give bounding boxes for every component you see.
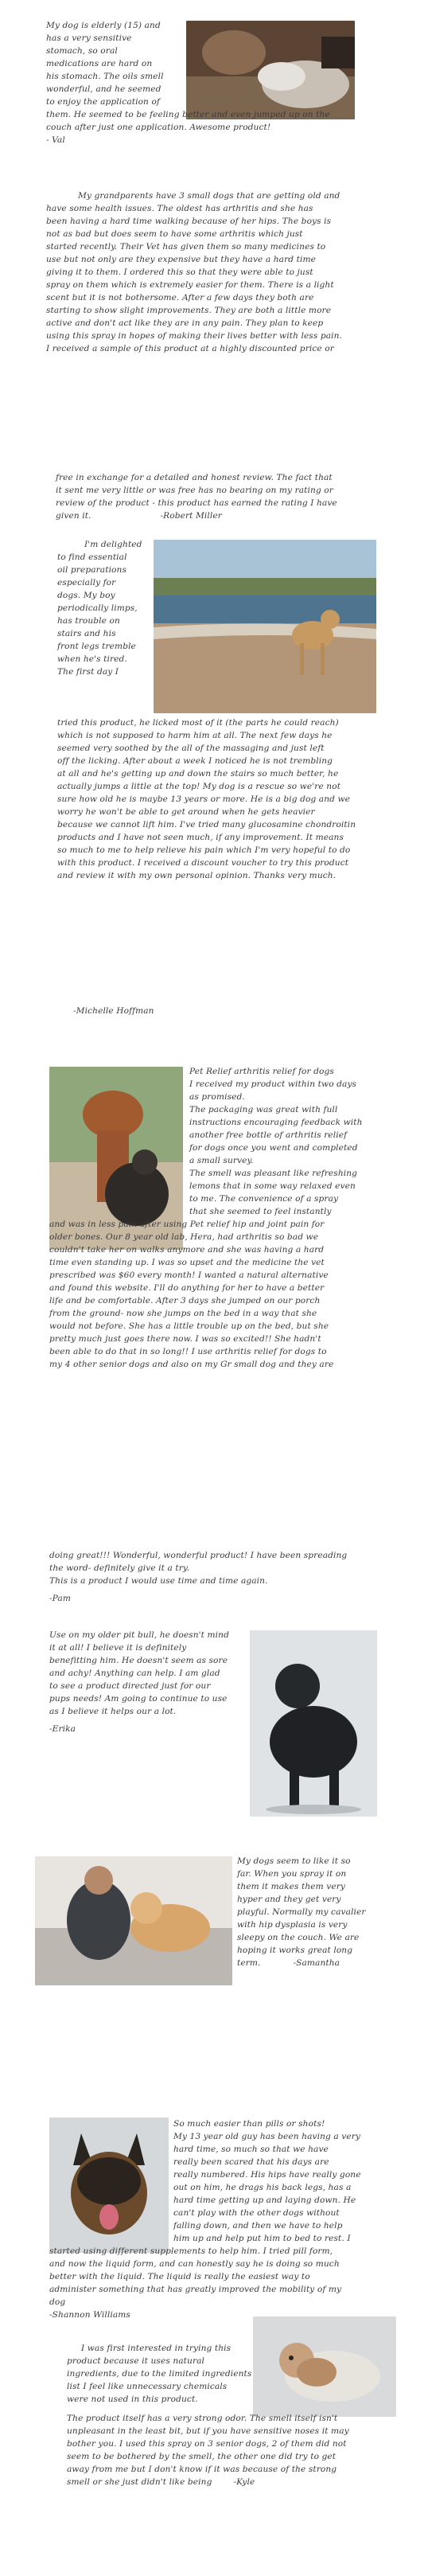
review-1-author: - Val: [46, 135, 65, 145]
review-1-line: them. He seemed to be feeling better and even jumped up on the: [46, 110, 330, 119]
review-8-line: ingredients, due to the limited ingredients: [67, 2369, 252, 2379]
review-2-author: -Robert Miller: [160, 511, 222, 521]
review-4-line: doing great!!! Wonderful, wonderful product! I have been spreading: [49, 1551, 348, 1560]
review-3-line: worry he won't be able to get around when he gets heavier: [57, 807, 315, 817]
review-6-line: far. When you spray it on: [237, 1869, 347, 1879]
review-4-line: a small survey.: [189, 1156, 254, 1165]
review-3-line: oil preparations: [57, 565, 126, 575]
review-5-line: to see a product directed just for our: [49, 1681, 211, 1691]
review-7-text-narrow: [173, 2117, 404, 2245]
review-4-line: instructions encouraging feedback with: [189, 1118, 363, 1127]
review-3-line: and review it with my own personal opinion. Thanks very much.: [57, 871, 337, 880]
review-3-line: actually jumps a little at the top! My dog is a rescue so we're not: [57, 782, 341, 791]
review-3-line: at all and he's getting up and down the stairs so much better, he: [57, 769, 339, 779]
review-3-line: The first day I: [57, 667, 119, 677]
review-3-line: stairs and his: [57, 629, 116, 638]
review-8-line: The product itself has a very strong odor. The smell itself isn't: [67, 2414, 338, 2423]
review-4-line: older bones. Our 8 year old lab, Hera, had arthritis so bad we: [49, 1232, 319, 1242]
review-3-line: sure how old he is maybe 13 years or more. He is a big dog and we: [57, 794, 351, 804]
photo-german-shepherd: [49, 2117, 169, 2253]
review-2-line: scent but it is not bothersome. After a few days they both are: [46, 293, 314, 302]
review-5-line: Use on my older pit bull, he doesn't mind: [49, 1630, 229, 1640]
review-3-line: so much to me to help relieve his pain which I'm very hopeful to do: [57, 845, 351, 855]
review-2-line: active and don't act like they are in any pain. They plan to keep: [46, 318, 324, 328]
review-4-line: Pet Relief arthritis relief for dogs: [189, 1067, 334, 1076]
review-5-line: it at all! I believe it is definitely: [49, 1643, 187, 1653]
review-7-line: hard time getting up and laying down. He: [173, 2195, 356, 2205]
review-5-author: -Erika: [49, 1724, 76, 1734]
review-6-line: hyper and they get very: [237, 1895, 341, 1904]
review-5-text: [49, 1629, 248, 1735]
photo-dog-on-beach: [154, 540, 376, 713]
review-6-author: -Samantha: [293, 1958, 340, 1968]
photo-man-with-dog-on-sofa: [35, 1856, 232, 1985]
review-2-text-cont: [56, 471, 398, 522]
review-6-line: playful. Normally my cavalier: [237, 1907, 366, 1917]
review-4-line: the word- definitely give it a try.: [49, 1563, 190, 1573]
review-6-text: [237, 1855, 396, 1969]
review-7-author: -Shannon Williams: [49, 2310, 130, 2320]
review-1-line: stomach, so oral: [46, 46, 118, 56]
review-4-line: would not before. She has a little trouble up on the bed, but she: [49, 1321, 329, 1331]
review-3-line: to find essential: [57, 552, 127, 562]
review-2-line: review of the product - this product has earned the rating I have: [56, 498, 337, 508]
review-7-line: hard time, so much so that we have: [173, 2145, 329, 2154]
review-3-line: I'm delighted: [84, 540, 142, 549]
review-3-line: off the licking. After about a week I noticed he is not trembling: [57, 756, 333, 766]
review-3-line: seemed very soothed by the all of the massaging and just left: [57, 744, 325, 753]
review-5-line: and achy! Anything can help. I am glad: [49, 1669, 220, 1678]
review-5-line: pups needs! Am going to continue to use: [49, 1694, 228, 1704]
review-4-line: another free bottle of arthritis relief: [189, 1130, 348, 1140]
review-7-line: dog: [49, 2297, 66, 2307]
review-2-line: given it.: [56, 511, 91, 521]
review-6-line: them it makes them very: [237, 1882, 345, 1891]
review-6-line: My dogs seem to like it so: [237, 1856, 351, 1866]
review-7-line: falling down, and then we have to help: [173, 2221, 343, 2231]
review-7-text-wide: [49, 2245, 399, 2321]
review-4-line: my 4 other senior dogs and also on my Gr small dog and they are: [49, 1360, 334, 1369]
review-8-line: I was first interested in trying this: [81, 2344, 232, 2353]
review-2-line: using this spray in hopes of making their lives better with less pain.: [46, 331, 343, 341]
review-7-line: him up and help put him to bed to rest. I: [173, 2234, 351, 2243]
review-7-line: can't play with the other dogs without: [173, 2208, 340, 2218]
review-4-line: time even standing up. I was so upset and the medicine the vet: [49, 1258, 325, 1267]
review-8-text-wide: [67, 2412, 401, 2488]
review-4-text-cont: [49, 1549, 391, 1605]
review-7-line: My 13 year old guy has been having a very: [173, 2132, 360, 2141]
review-7-line: really numbered. His hips have really gone: [173, 2170, 361, 2180]
review-8-line: list I feel like unnecessary chemicals: [67, 2382, 228, 2391]
review-4-line: been able to do that in so long!! I use arthritis relief for dogs to: [49, 1347, 327, 1356]
review-2-line: I received a sample of this product at a highly discounted price or: [46, 344, 334, 353]
review-4-text-wide: [49, 1218, 391, 1371]
review-4-line: that she seemed to feel instantly: [189, 1207, 332, 1216]
review-2-line: giving it to them. I ordered this so that they were able to just: [46, 267, 313, 277]
review-1-line: My dog is elderly (15) and: [46, 21, 161, 30]
review-2-line: use but not only are they expensive but they have a hard time: [46, 255, 316, 264]
review-3-line: front legs tremble: [57, 642, 136, 651]
review-2-line: starting to show slight improvements. They are both a little more: [46, 306, 332, 315]
review-2-line: My grandparents have 3 small dogs that are getting old and: [78, 191, 340, 201]
review-2-line: not as bad but does seem to have some arthritis which just: [46, 229, 303, 239]
review-8-line: away from me but I don't know if it was because of the strong: [67, 2465, 337, 2474]
review-7-line: So much easier than pills or shots!: [173, 2119, 325, 2129]
review-1-line: to enjoy the application of: [46, 97, 160, 107]
review-6-line: sleepy on the couch. We are: [237, 1933, 360, 1942]
review-2-line: spray on them which is extremely easier for them. There is a light: [46, 280, 334, 290]
review-3-line: products and I have not seen much, if any improvement. It means: [57, 833, 344, 842]
review-7-line: really been scared that his days are: [173, 2157, 329, 2167]
review-5-line: as I believe it helps our a lot.: [49, 1707, 177, 1716]
review-4-line: to me. The convenience of a spray: [189, 1194, 339, 1204]
review-3-line: dogs. My boy: [57, 591, 115, 600]
review-4-line: from the ground- now she jumps on the bed in a way that she: [49, 1309, 317, 1318]
review-3-text-wide: [57, 716, 391, 882]
review-6-last-line: [237, 1957, 396, 1969]
review-8-line: product because it uses natural: [67, 2356, 205, 2366]
review-4-line: lemons that in some way relaxed even: [189, 1181, 356, 1191]
review-3-line: has trouble on: [57, 616, 120, 626]
review-3-line: with this product. I received a discount voucher to try this product: [57, 858, 349, 868]
review-6-line: with hip dysplasia is very: [237, 1920, 348, 1930]
review-7-line: better with the liquid. The liquid is really the easiest way to: [49, 2272, 310, 2281]
review-4-line: prescribed was $60 every month! I wanted a natural alternative: [49, 1270, 329, 1280]
review-4-line: pretty much just goes there now. I was so excited!! She hadn't: [49, 1334, 321, 1344]
review-8-last-line: [67, 2476, 401, 2488]
review-5-line: benefitting him. He doesn't seem as sore: [49, 1656, 228, 1665]
review-8-line: unpleasant in the least bit, but if you have sensitive noses it may: [67, 2426, 349, 2436]
review-2-line: been having a hard time walking because of her hips. The boys is: [46, 217, 332, 226]
review-4-line: The smell was pleasant like refreshing: [189, 1169, 358, 1178]
review-3-line: tried this product, he licked most of it (the parts he could reach): [57, 718, 339, 728]
review-1-line: his stomach. The oils smell: [46, 72, 164, 81]
review-4-line: as promised.: [189, 1092, 245, 1102]
review-1-line: medications are hard on: [46, 59, 153, 68]
review-4-line: couldn't take her on walks anymore and she was having a hard: [49, 1245, 325, 1255]
review-2-line: have some health issues. The oldest has arthritis and she has: [46, 204, 313, 213]
review-2-line: free in exchange for a detailed and honest review. The fact that: [56, 473, 333, 482]
review-4-line: and was in less pain after using Pet relief hip and joint pain for: [49, 1220, 325, 1229]
review-4-line: and found this website. I'll do anything for her to have a better: [49, 1283, 325, 1293]
review-8-line: smell or she just didn't like being: [67, 2477, 212, 2487]
review-1-text: [46, 19, 380, 146]
review-6-line: hoping it works great long: [237, 1946, 353, 1955]
review-8-line: were not used in this product.: [67, 2395, 198, 2404]
review-4-text-narrow: [189, 1065, 396, 1218]
review-3-line: when he's tired.: [57, 654, 127, 664]
review-2-last-line: [56, 509, 398, 522]
photo-small-dog-lying: [253, 2316, 396, 2417]
review-4-line: I received my product within two days: [189, 1079, 357, 1089]
review-1-line: couch after just one application. Awesome product!: [46, 123, 271, 132]
review-3-line: because we cannot lift him. I've tried many glucosamine chondroitin: [57, 820, 356, 829]
review-8-line: bother you. I used this spray on 3 senior dogs, 2 of them did not: [67, 2439, 347, 2449]
review-4-author: -Pam: [49, 1594, 71, 1603]
review-2-text: [46, 189, 388, 355]
review-4-line: This is a product I would use time and time again.: [49, 1576, 268, 1586]
review-8-author: -Kyle: [233, 2477, 255, 2487]
review-3-line: periodically limps,: [57, 603, 138, 613]
review-4-line: life and be comfortable. After 3 days she jumped on our porch: [49, 1296, 321, 1306]
review-8-text-narrow: [67, 2342, 258, 2406]
photo-pit-bull: [250, 1630, 377, 1817]
review-2-line: it sent me very little or was free has no bearing on my rating or: [56, 486, 333, 495]
review-4-line: The packaging was great with full: [189, 1105, 338, 1114]
review-6-line: term.: [237, 1958, 261, 1968]
review-8-line: seem to be bothered by the smell, the other one did try to get: [67, 2452, 337, 2461]
review-3-text-narrow: [57, 538, 153, 678]
review-7-line: administer something that has greatly improved the mobility of my: [49, 2285, 342, 2294]
review-7-line: and now the liquid form, and can honestly say he is doing so much: [49, 2259, 340, 2269]
review-7-line: started using different supplements to help him. I tried pill form,: [49, 2246, 333, 2256]
review-3-author: -Michelle Hoffman: [73, 1006, 154, 1016]
review-7-line: out on him, he drags his back legs, has a: [173, 2183, 352, 2192]
review-4-line: for dogs once you went and completed: [189, 1143, 358, 1153]
review-1-line: has a very sensitive: [46, 33, 132, 43]
review-1-line: wonderful, and he seemed: [46, 84, 161, 94]
review-3-line: which is not supposed to harm him at all. The next few days he: [57, 731, 333, 740]
review-3-line: especially for: [57, 578, 116, 587]
review-2-line: started recently. Their Vet has given them so many medicines to: [46, 242, 326, 252]
